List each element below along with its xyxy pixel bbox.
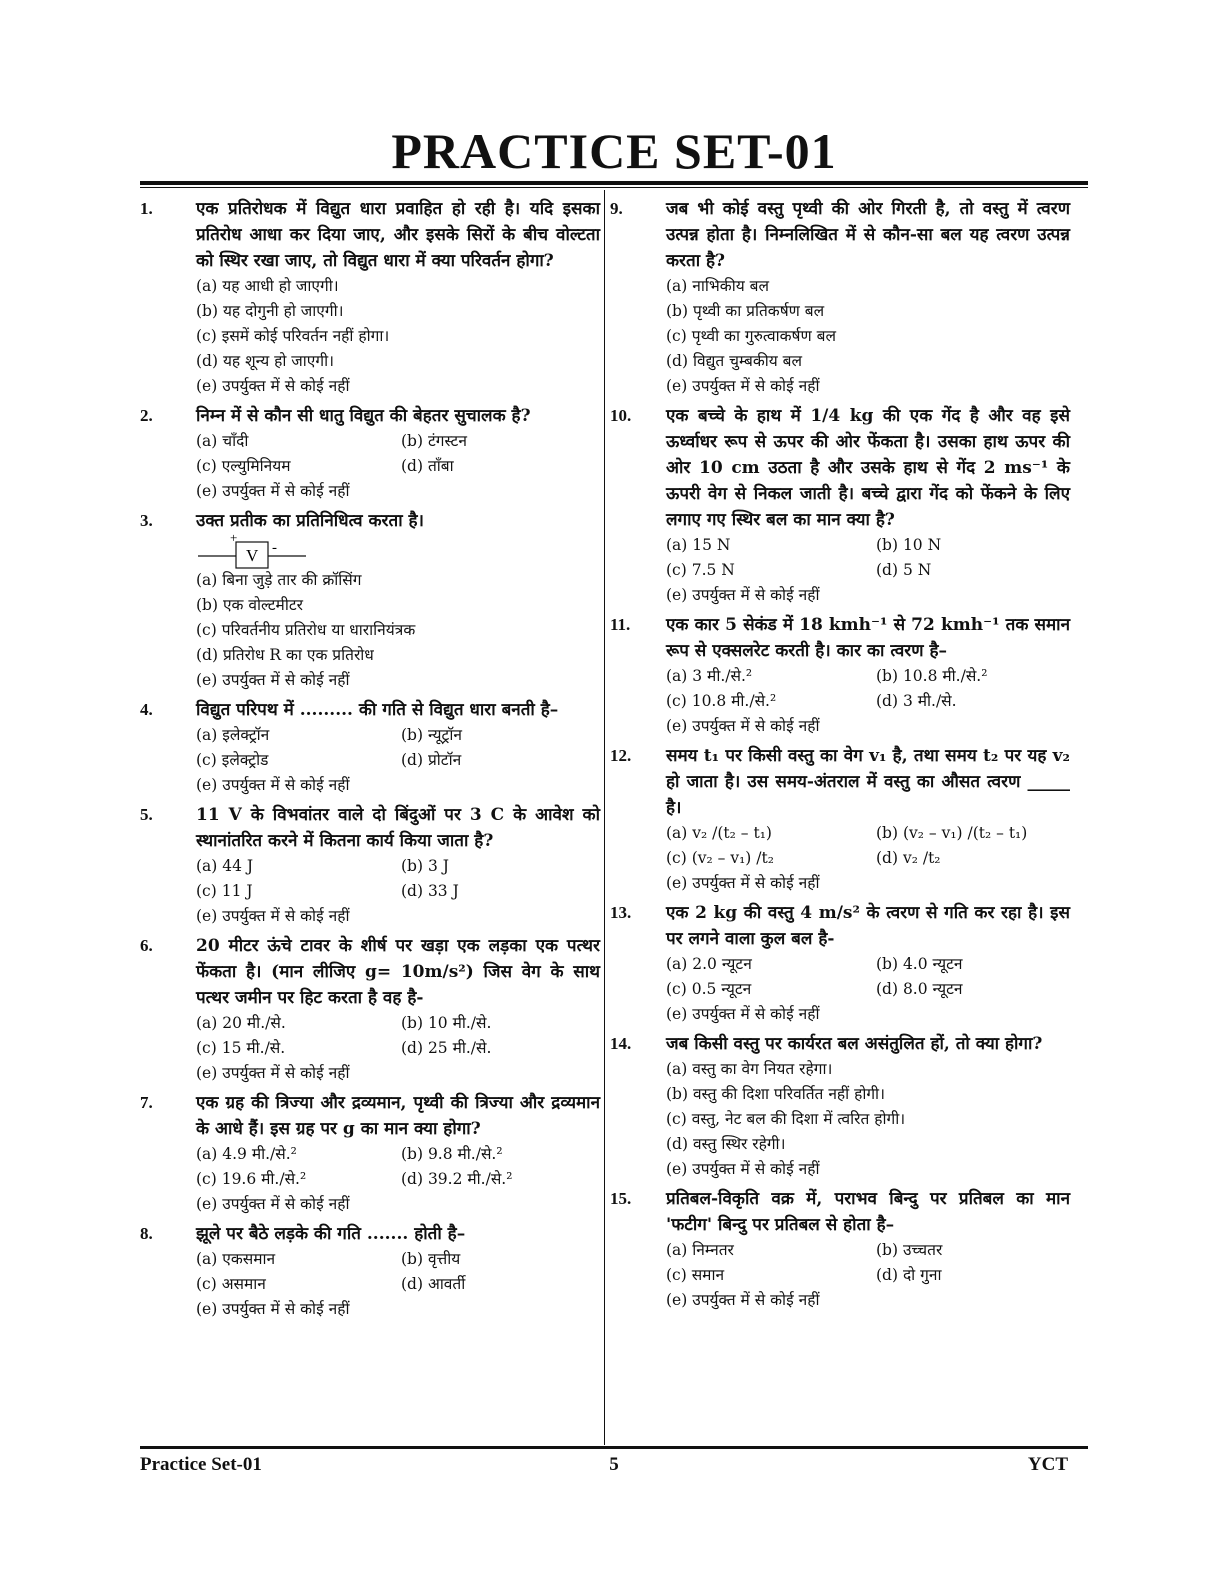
option-c[interactable]: (c) परिवर्तनीय प्रतिरोध या धारानियंत्रक <box>196 621 416 639</box>
option-a[interactable]: (a) यह आधी हो जाएगी। <box>196 277 339 295</box>
option-e[interactable]: (e) उपर्युक्त में से कोई नहीं <box>666 1160 820 1178</box>
option-a[interactable]: (a) बिना जुड़े तार की क्रॉसिंग <box>196 571 362 589</box>
option-b[interactable]: (b) (v₂ – v₁) /(t₂ – t₁) <box>876 824 1028 842</box>
question-text: विद्युत परिपथ में ......... की गति से विद्युत धारा बनती है– <box>196 700 559 720</box>
option-a[interactable]: (a) नाभिकीय बल <box>666 277 769 295</box>
question-number: 12. <box>610 746 632 765</box>
question-text: 11 V के विभवांतर वाले दो बिंदुओं पर 3 C के आवेश को स्थानांतरित करने में कितना कार्य किया जाता है? <box>196 805 600 851</box>
option-b[interactable]: (b) वस्तु की दिशा परिवर्तित नहीं होगी। <box>666 1085 885 1103</box>
question-number: 14. <box>610 1034 632 1053</box>
question-text: उक्त प्रतीक का प्रतिनिधित्व करता है। <box>196 511 424 531</box>
option-d[interactable]: (d) प्रतिरोध R का एक प्रतिरोध <box>196 646 374 664</box>
question-number: 7. <box>140 1093 153 1112</box>
option-b[interactable]: (b) 3 J <box>401 857 449 875</box>
question-text: एक प्रतिरोधक में विद्युत धारा प्रवाहित हो रही है। यदि इसका प्रतिरोध आधा कर दिया जाए, और इसके सिरों के बीच वोल्टता को स्थिर रखा जाए, तो विद्युत धारा में क्या परिवर्तन होगा? <box>196 199 600 271</box>
left-column <box>140 196 600 1326</box>
options <box>666 274 1070 399</box>
options <box>196 1142 600 1192</box>
option-b[interactable]: (b) टंगस्टन <box>401 432 467 450</box>
option-e[interactable]: (e) उपर्युक्त में से कोई नहीं <box>196 1064 350 1082</box>
option-d[interactable]: (d) आवर्ती <box>401 1275 466 1293</box>
options <box>196 854 600 904</box>
question-text: एक कार 5 सेकंड में 18 kmh⁻¹ से 72 kmh⁻¹ तक समान रूप से एक्सलरेट करती है। कार का त्वरण है– <box>666 615 1070 661</box>
options <box>666 533 1070 583</box>
question-13 <box>610 900 1070 1027</box>
option-c[interactable]: (c) वस्तु, नेट बल की दिशा में त्वरित होगी। <box>666 1110 906 1128</box>
options <box>666 952 1070 1002</box>
question-number: 11. <box>610 615 631 634</box>
option-e[interactable]: (e) उपर्युक्त में से कोई नहीं <box>196 671 350 689</box>
question-number: 15. <box>610 1189 632 1208</box>
option-b[interactable]: (b) एक वोल्टमीटर <box>196 596 303 614</box>
option-d[interactable]: (d) 25 मी./से. <box>401 1039 492 1057</box>
option-e[interactable]: (e) उपर्युक्त में से कोई नहीं <box>196 482 350 500</box>
option-c[interactable]: (c) 11 J <box>196 882 253 900</box>
option-b[interactable]: (b) वृत्तीय <box>401 1250 461 1268</box>
question-number: 4. <box>140 700 153 719</box>
option-d[interactable]: (d) प्रोटॉन <box>401 751 462 769</box>
option-e[interactable]: (e) उपर्युक्त में से कोई नहीं <box>666 1291 820 1309</box>
option-b[interactable]: (b) उच्चतर <box>876 1241 943 1259</box>
options <box>666 664 1070 714</box>
question-14 <box>610 1031 1070 1182</box>
voltmeter-symbol-diagram <box>196 534 316 570</box>
question-text: 20 मीटर ऊंचे टावर के शीर्ष पर खड़ा एक लड़का एक पत्थर फेंकता है। (मान लीजिए g= 10m/s²) जिस वेग के साथ पत्थर जमीन पर हिट करता है वह है- <box>196 936 600 1008</box>
question-8 <box>140 1221 600 1322</box>
footer-set-name: Practice Set-01 <box>140 1454 262 1475</box>
question-text: एक बच्चे के हाथ में 1/4 kg की एक गेंद है और वह इसे ऊर्ध्वाधर रूप से ऊपर की ओर फेंकता है। उसका हाथ ऊपर की ओर 10 cm उठता है और उसके हाथ से गेंद 2 ms⁻¹ के ऊपरी वेग से निकल जाती है। बच्चे द्वारा गेंद को फेंकने के लिए लगाए गए स्थिर बल का मान क्या है? <box>666 406 1070 530</box>
option-e[interactable]: (e) उपर्युक्त में से कोई नहीं <box>196 907 350 925</box>
option-e[interactable]: (e) उपर्युक्त में से कोई नहीं <box>196 776 350 794</box>
symbol-label: V <box>246 546 259 565</box>
option-d[interactable]: (d) 8.0 न्यूटन <box>876 980 963 998</box>
question-number: 2. <box>140 406 153 425</box>
right-column <box>610 196 1070 1317</box>
question-12 <box>610 743 1070 896</box>
option-a[interactable]: (a) चाँदी <box>196 432 249 450</box>
option-c[interactable]: (c) एल्युमिनियम <box>196 457 291 475</box>
option-c[interactable]: (c) 10.8 मी./से.² <box>666 692 777 710</box>
option-b[interactable]: (b) पृथ्वी का प्रतिकर्षण बल <box>666 302 825 320</box>
option-d[interactable]: (d) 5 N <box>876 561 932 579</box>
question-1 <box>140 196 600 399</box>
question-text: जब किसी वस्तु पर कार्यरत बल असंतुलित हों, तो क्या होगा? <box>666 1034 1043 1054</box>
option-d[interactable]: (d) दो गुना <box>876 1266 942 1284</box>
option-d[interactable]: (d) v₂ /t₂ <box>876 849 941 867</box>
option-c[interactable]: (c) पृथ्वी का गुरुत्वाकर्षण बल <box>666 327 836 345</box>
option-a[interactable]: (a) निम्नतर <box>666 1241 734 1259</box>
option-c[interactable]: (c) 0.5 न्यूटन <box>666 980 752 998</box>
option-e[interactable]: (e) उपर्युक्त में से कोई नहीं <box>666 874 820 892</box>
question-number: 6. <box>140 936 153 955</box>
options <box>196 1011 600 1061</box>
option-c[interactable]: (c) इसमें कोई परिवर्तन नहीं होगा। <box>196 327 390 345</box>
option-d[interactable]: (d) 3 मी./से. <box>876 692 957 710</box>
option-c[interactable]: (c) इलेक्ट्रोड <box>196 751 269 769</box>
option-e[interactable]: (e) उपर्युक्त में से कोई नहीं <box>196 1195 350 1213</box>
question-number: 3. <box>140 511 153 530</box>
question-text: समय t₁ पर किसी वस्तु का वेग v₁ है, तथा समय t₂ पर यह v₂ हो जाता है। उस समय-अंतराल में वस्तु का औसत त्वरण _____ है। <box>666 746 1070 818</box>
option-e[interactable]: (e) उपर्युक्त में से कोई नहीं <box>196 377 350 395</box>
page-number: 5 <box>609 1454 619 1475</box>
options <box>666 1238 1070 1288</box>
footer-publisher: YCT <box>1027 1454 1068 1475</box>
options <box>196 274 600 399</box>
option-e[interactable]: (e) उपर्युक्त में से कोई नहीं <box>666 377 820 395</box>
question-9 <box>610 196 1070 399</box>
plus-sign: + <box>230 534 238 545</box>
footer-rule <box>140 1446 1088 1449</box>
option-a[interactable]: (a) 44 J <box>196 857 254 875</box>
question-3 <box>140 508 600 693</box>
option-d[interactable]: (d) विद्युत चुम्बकीय बल <box>666 352 803 370</box>
question-text: एक 2 kg की वस्तु 4 m/s² के त्वरण से गति कर रहा है। इस पर लगने वाला कुल बल है- <box>666 903 1070 949</box>
question-number: 5. <box>140 805 153 824</box>
option-c[interactable]: (c) समान <box>666 1266 725 1284</box>
option-e[interactable]: (e) उपर्युक्त में से कोई नहीं <box>666 586 820 604</box>
title-rule <box>140 181 1088 185</box>
option-b[interactable]: (b) 10.8 मी./से.² <box>876 667 988 685</box>
question-6 <box>140 933 600 1086</box>
minus-sign: - <box>272 540 277 556</box>
question-2 <box>140 403 600 504</box>
question-11 <box>610 612 1070 739</box>
option-a[interactable]: (a) v₂ /(t₂ – t₁) <box>666 824 772 842</box>
option-a[interactable]: (a) 4.9 मी./से.² <box>196 1145 297 1163</box>
title-rule-thin <box>140 187 1088 188</box>
option-b[interactable]: (b) यह दोगुनी हो जाएगी। <box>196 302 344 320</box>
option-e[interactable]: (e) उपर्युक्त में से कोई नहीं <box>196 1300 350 1318</box>
option-c[interactable]: (c) असमान <box>196 1275 266 1293</box>
option-a[interactable]: (a) वस्तु का वेग नियत रहेगा। <box>666 1060 833 1078</box>
option-c[interactable]: (c) (v₂ – v₁) /t₂ <box>666 849 774 867</box>
option-c[interactable]: (c) 7.5 N <box>666 561 735 579</box>
question-number: 1. <box>140 199 153 218</box>
question-text: झूले पर बैठे लड़के की गति ....... होती है– <box>196 1224 466 1244</box>
question-4 <box>140 697 600 798</box>
option-c[interactable]: (c) 15 मी./से. <box>196 1039 286 1057</box>
question-number: 10. <box>610 406 632 425</box>
option-a[interactable]: (a) एकसमान <box>196 1250 276 1268</box>
options <box>666 1057 1070 1182</box>
question-7 <box>140 1090 600 1217</box>
option-a[interactable]: (a) 3 मी./से.² <box>666 667 753 685</box>
option-c[interactable]: (c) 19.6 मी./से.² <box>196 1170 307 1188</box>
question-number: 9. <box>610 199 623 218</box>
option-d[interactable]: (d) वस्तु स्थिर रहेगी। <box>666 1135 786 1153</box>
question-5 <box>140 802 600 929</box>
question-text: निम्न में से कौन सी धातु विद्युत की बेहतर सुचालक है? <box>196 406 531 426</box>
option-b[interactable]: (b) 10 N <box>876 536 942 554</box>
question-number: 8. <box>140 1224 153 1243</box>
options <box>196 568 600 693</box>
option-d[interactable]: (d) 39.2 मी./से.² <box>401 1170 513 1188</box>
options <box>196 1247 600 1297</box>
option-d[interactable]: (d) ताँबा <box>401 457 454 475</box>
question-number: 13. <box>610 903 632 922</box>
question-10 <box>610 403 1070 608</box>
option-e[interactable]: (e) उपर्युक्त में से कोई नहीं <box>666 1005 820 1023</box>
question-text: प्रतिबल-विकृति वक्र में, पराभव बिन्दु पर प्रतिबल का मान 'फटीग' बिन्दु पर प्रतिबल से होता है– <box>666 1189 1070 1235</box>
options <box>196 429 600 479</box>
option-d[interactable]: (d) यह शून्य हो जाएगी। <box>196 352 334 370</box>
option-a[interactable]: (a) इलेक्ट्रॉन <box>196 726 270 744</box>
options <box>666 821 1070 871</box>
option-a[interactable]: (a) 20 मी./से. <box>196 1014 286 1032</box>
option-b[interactable]: (b) 9.8 मी./से.² <box>401 1145 503 1163</box>
option-a[interactable]: (a) 2.0 न्यूटन <box>666 955 752 973</box>
option-b[interactable]: (b) 10 मी./से. <box>401 1014 492 1032</box>
page-title: PRACTICE SET-01 <box>391 123 837 179</box>
question-text: जब भी कोई वस्तु पृथ्वी की ओर गिरती है, तो वस्तु में त्वरण उत्पन्न होता है। निम्नलिखित में से कौन-सा बल यह त्वरण उत्पन्न करता है? <box>666 199 1070 271</box>
option-e[interactable]: (e) उपर्युक्त में से कोई नहीं <box>666 717 820 735</box>
option-a[interactable]: (a) 15 N <box>666 536 731 554</box>
column-divider <box>604 190 605 1445</box>
options <box>196 723 600 773</box>
option-d[interactable]: (d) 33 J <box>401 882 459 900</box>
question-text: एक ग्रह की त्रिज्या और द्रव्यमान, पृथ्वी की त्रिज्या और द्रव्यमान के आधे हैं। इस ग्रह पर g का मान क्या होगा? <box>196 1093 600 1139</box>
option-b[interactable]: (b) न्यूट्रॉन <box>401 726 462 744</box>
option-b[interactable]: (b) 4.0 न्यूटन <box>876 955 963 973</box>
question-15 <box>610 1186 1070 1313</box>
voltmeter-symbol <box>196 534 600 568</box>
